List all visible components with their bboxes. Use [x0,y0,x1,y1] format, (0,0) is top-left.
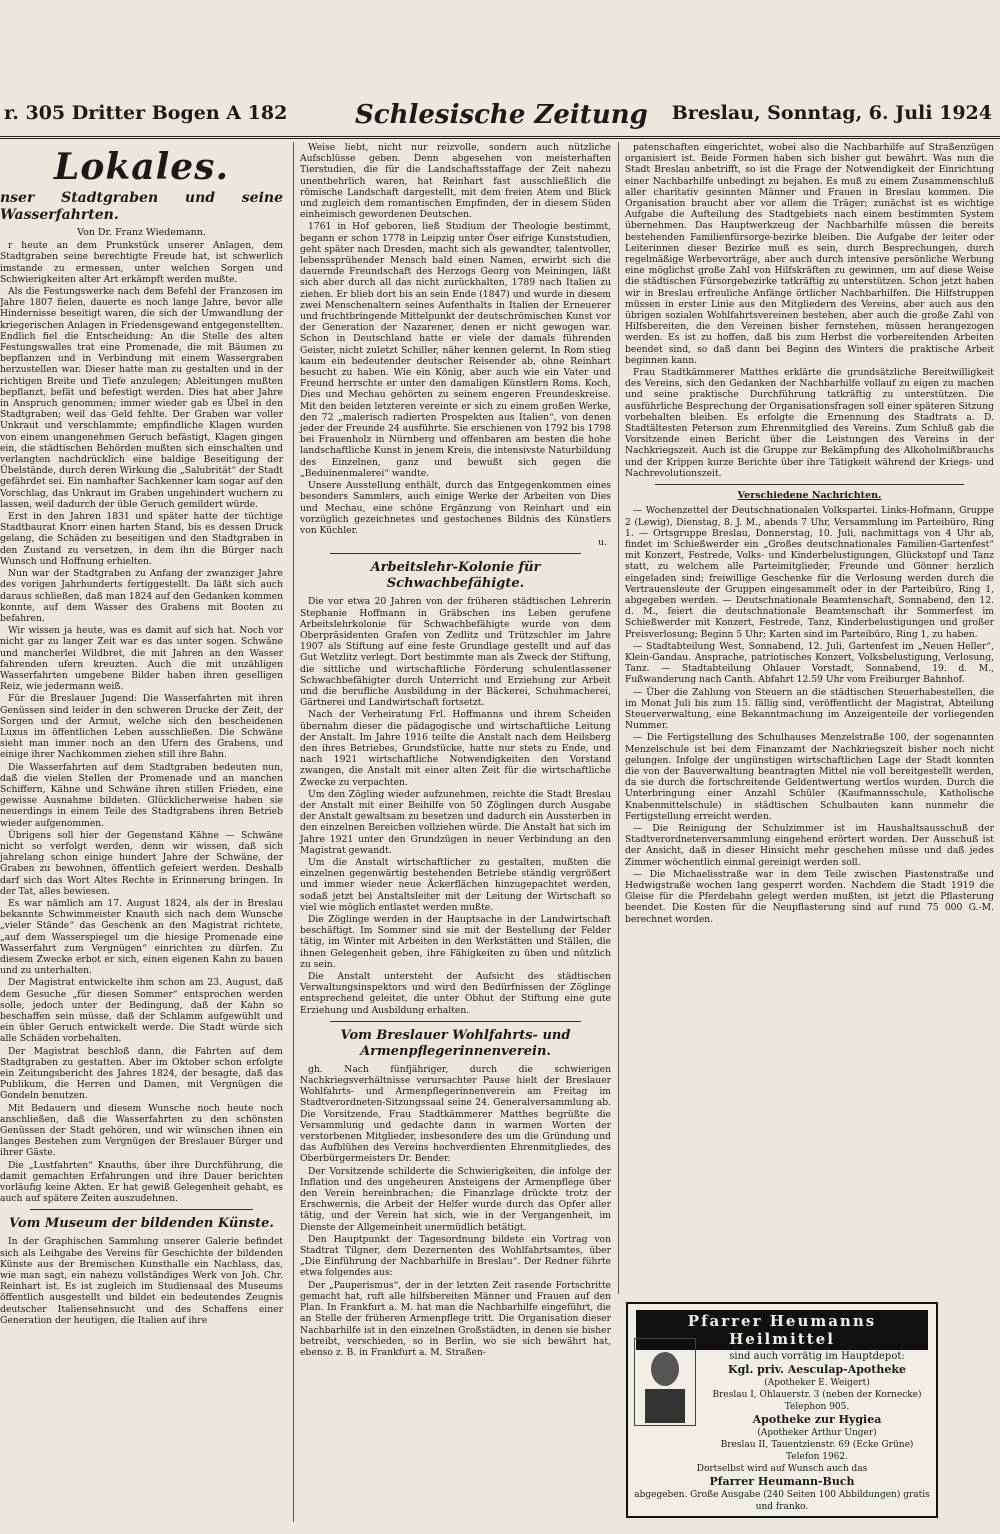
article-title-arbeitslehr-kolonie: Arbeitslehr-Kolonie für Schwachbefähigte. [370,560,541,592]
ad-text: Dortselbst wird auf Wunsch auch das [696,1464,868,1474]
ad-pharmacy-1-phone: Telephon 905. [784,1402,850,1412]
ad-text: abgegeben. Große Ausgabe (240 Seiten 100 Abbildungen) gratis und franko. [634,1490,930,1512]
divider [655,484,964,485]
paragraph: gh. Nach fünfjähriger, durch die schwierigen Nachkriegsverhältnisse verursachter Pause hielt der Breslauer Wohlfahrts- und Armenpflegerinnenverein am Freitag im Stadtverordneten-Sitzungssaal seine 24. Generalversammlung ab. Die Vorsitzende, Frau Stadtkämmerer Matthes begrüßte die Versammlung und gedachte dann in warmen Worten der verstorbenen Mitglieder, insbesondere des um die Gründung und das Aufblühen des Vereins hochverdienten Ehrenmitgliedes, des Oberbürgermeisters Dr. Bender. [300,1063,611,1165]
ad-pharmacy-1: Kgl. priv. Aesculap-Apotheke [728,1363,906,1376]
paragraph: Die Zöglinge werden in der Hauptsache in der Landwirtschaft beschäftigt. Im Sommer sind sie mit der Bestellung der Felder tätig, im Winter mit Arbeiten in den Werkstätten und Ställen, die ihnen Gelegenheit geben, ihre Fähigkeiten zu üben und nützlich zu sein. [300,914,611,970]
column-1 [0,142,283,1522]
news-item: — Über die Zahlung von Steuern an die städtischen Steuerhabestellen, die im Monat Juli bis zum 15. fällig sind, veröffentlicht der Magistrat, Abteilung Steuerverwaltung, eine Bekanntmachung im Anzeigenteile der vorliegenden Nummer. [625,686,994,732]
ad-book-title: Pfarrer Heumann-Buch [709,1475,855,1488]
paragraph: Unsere Ausstellung enthält, durch das Entgegenkommen eines besonders Sammlers, auch einige Werke der Arbeiten von Dies und Mechau, eine schöne Ergänzung von Reinhart und ein vorzüglich gezeichnetes und gestochenes Bildnis des Künstlers von Küchler. [300,480,611,536]
paragraph: Es war nämlich am 17. August 1824, als der in Breslau bekannte Schwimmeister Knauth sich nach dem Wunsche „vieler Stände“ das Geschenk an den Magistrat richtete, „auf dem Wasserspiegel um die hiesige Promenade eine Wasserfahrt zum Vergnügen“ einrichten zu dürfen. Zu diesem Zwecke erbot er sich, einen eigenen Kahn zu bauen und zu unterhalten. [0,897,283,977]
ad-pharmacy-2: Apotheke zur Hygiea [752,1413,882,1426]
paragraph: Die Anstalt untersteht der Aufsicht des städtischen Verwaltungsinspektors und wird den Bedürfnissen der Zöglinge entsprechend geleitet, die unter Obhut der Stiftung eine gute Erziehung und Ausbildung erhalten. [300,971,611,1016]
byline: Von Dr. Franz Wiedemann. [77,227,206,238]
paragraph: Wir wissen ja heute, was es damit auf sich hat. Noch vor nicht gar zu langer Zeit war es das unter sogen. Schwäne und mancherlei Wildbret, die mit Jahren an den Wasser fahrenden ufern kreuzten. Auch die mit unzähligen Wasserfahrten umgebene Bilder haben ihren geselligen Reiz, wie jedermann weiß. [0,625,283,693]
news-item: — Die Reinigung der Schulzimmer ist im Haushaltsausschuß der Stadtverordnetenversammlung eingehend erörtert worden. Der Ausschuß ist der Ansicht, daß in dieser Hinsicht mehr geschehen müsse und daß jedes Zimmer wöchentlich einmal gereinigt werden soll. [625,822,994,868]
paragraph: r heute an dem Prunkstück unserer Anlagen, dem Stadtgraben seine berechtigte Freude hat, ist schwerlich imstande zu ermessen, unter welchen Sorgen und Schwierigkeiten alter Art erkämpft werden mußte. [0,240,283,285]
paragraph: Die „Lustfahrten“ Knauths, über ihre Durchführung, die damit gemachten Erfahrungen und ihre Dauer berichten vorläufig keine Akten. Er hat gewiß Gelegenheit gehabt, es auch auf spätere Zeiten auszudehnen. [0,1159,283,1205]
paragraph: Nach der Verheiratung Frl. Hoffmanns und ihrem Scheiden übernahm dieser die pädagogische und wirtschaftliche Leitung der Anstalt. Im Jahre 1916 teilte die Anstalt nach dem Heilsberg den ihres Betriebes, Grundstücke, hatte nur stets zu Ende, und nach 1921 wirtschaftliche Notwendigkeiten den Vorstand zwangen, die Anstalt mit einer alten Zeit für die wirtschaftliche Zwecke zu verpachten. [300,709,611,788]
paragraph: Für die Breslauer Jugend: Die Wasserfahrten mit ihren Genüssen sind leider in den schweren Drucke der Zeit, der Sorgen und der Armut, welche sich den bescheidenen Luxus im öffentlichen Leben ausschließen. Die Schwäne sieht man immer noch an den Ufern des Grabens, und einige ihrer Nachkommen ziehen still ihre Bahn. [0,693,283,761]
paragraph: Mit Bedauern und diesem Wunsche noch heute noch anschließen, daß die Wasserfahrten zu den schönsten Genüssen der Stadt gehören, und wir wünschen ihnen ein langes Bestehen zum Vergnügen der Breslauer Bürger und ihrer Gäste. [0,1102,283,1159]
paragraph: patenschaften eingerichtet, wobei also die Nachbarhilfe auf Straßenzügen organisiert ist. Beide Formen haben sich bisher gut bewährt. Was nun die Stadt Breslau anbetrifft, so ist die Frage der Notwendigkeit der Einrichtung einer Nachbarhilfe unbedingt zu bejahen. Es muß zu einem Zusammenschluß aller charitativ gesinnten Männer und Frauen in Breslau kommen. Die Organisation braucht aber vor allem die Träger; zunächst ist es wichtige Aufgabe die Aufteilung des Stadtgebiets nach einem bestimmten System übernehmen. Das Hauptwerkzeug der Nachbarhilfe müssen die bereits bestehenden Familienfürsorge-bezirke bleiben. Die Aufgabe der leiter oder Leiterinnen dieser Bezirke muß es sein, durch Besprechungen, durch regelmäßige Werbevorträge, aber auch durch intensive persönliche Werbung eine möglichst große Zahl von Hilfskräften zu gewinnen, um auf diese Weise die städtischen Fürsorgebezirke tatkräftig zu unterstützen. Schon jetzt haben wir in Breslau erfreuliche Anfänge örtlicher Nachbarhilfen. Die Hilfstruppen müssen in erster Linie aus den Mitgliedern des Vereins, aber auch aus den übrigen sozialen Wohlfahrtsvereinen bestehen, aber auch die große Zahl von Hilfsbereiten, die den Vereinen bisher fernstehen, müssen herangezogen werden. Es ist zu hoffen, daß bis zum Herbst die vorbereitenden Arbeiten beendet sind, so daß dann bei Beginn des Winters die praktische Arbeit beginnen kann. [625,142,994,366]
paragraph: 1761 in Hof geboren, ließ Studium der Theologie bestimmt, begann er schon 1778 in Leipzig unter Öser eifrige Kunststudien, geht später nach Dresden, macht sich als gewandter, talentvoller, lebenssprühender Mensch bald einen Namen, erwirbt sich die dauernde Freundschaft des Herzogs Georg von Meiningen, läßt sich aber durch all das nicht zurückhalten, 1789 nach Italien zu ziehen. Er blieb dort bis an sein Ende (1847) und wurde in diesem zwei Menschenaltern seines Aufenthalts in Italien der Erneuerer und fruchtbringende Mittelpunkt der deutschrömischen Kunst vor der Generation der Nazarener, denen er nicht gewogen war. Schon in Deutschland hatte er viele der damals führenden Geister, nicht zuletzt Schiller, näher kennen gelernt. In Rom stieg kaum ein bedeutender deutscher Reisender ab, ohne Reinhart besucht zu haben. Wie ein König, aber auch wie ein Vater und Freund herrschte er unter den damaligen Künstlern Roms. Koch, Dies und Mechau gehörten zu seinem engeren Freundeskreise. Mit den beiden letzteren vereinte er sich zu einem großen Werke, den 72 „malerisch radierten Prospekten aus Italien“, von denen jeder der Freunde 24 ausführte. Sie erschienen von 1792 bis 1798 bei Frauenholz in Nürnberg und offenbaren am besten die hohe landschaftliche Kunst in jenem Kreis, die intensivste Naturbildung des Einzelnen, ganz und bewußt sich gegen die „Beduinenmalerei“ wandte. [300,221,611,479]
paragraph: Erst in den Jahren 1831 und später hatte der tüchtige Stadtbaurat Knorr einen harten Stand, bis es dessen Druck gelang, die Schäden zu beseitigen und den Stadtgraben in den Zustand zu versetzen, in dem ihn die Bürger nach Wunsch und Hoffnung erhielten. [0,511,283,567]
paragraph: Der Magistrat entwickelte ihm schon am 23. August, daß dem Gesuche „für diesen Sommer“ entsprochen werden solle, jedoch unter der Bedingung, daß der Kahn so beschaffen sein müsse, daß der Schlamm aufgewühlt und ein übler Geruch entwickelt werde. Die Stadt würde sich alle Schäden vorbehalten. [0,977,283,1045]
ad-pharmacy-2-note: (Apotheker Arthur Unger) [757,1428,877,1438]
divider [30,1209,253,1210]
paragraph: Der „Pauperismus“, der in der letzten Zeit rasende Fortschritte gemacht hat, ruft alle hilfsbereiten Männer und Frauen auf den Plan. In Frankfurt a. M. hat man die Nachbarhilfe eingeführt, die an Stelle der früheren Armenpflege tritt. Die Organisation dieser Nachbarhilfe ist in den einzelnen Großstädten, in denen sie bisher betreibt, verschieden, so in Berlin, wo sie sich bewährt hat, ebenso z. B. in Frankfurt a. M. Straßen- [300,1279,611,1358]
column-3 [618,142,1000,1294]
signature: u. [598,537,607,549]
paragraph: Um die Anstalt wirtschaftlicher zu gestalten, mußten die einzelnen gegenwärtig bestehenden Betriebe ständig vergrößert und immer wieder neue Äckerflächen hinzugepachtet werden, sodaß jetzt bei Anstaltsleiter mit der Leitung der Wirtschaft so viel wie möglich entlastet werden mußte. [300,856,611,913]
paragraph: Übrigens soll hier der Gegenstand Kähne — Schwäne nicht so verfolgt werden, denn wir wissen, daß sich jahrelang schon einige hundert Jahre der Schwäne, der Graben zu bewohnen, öffentlich gefeiert werden. Deshalb darf sich das Wort Altes Rechte in Erinnerung bringen. In der Tat, alles bewiesen. [0,829,283,897]
pharmacy-portrait-icon [634,1338,696,1426]
column-2 [293,142,611,1522]
paragraph: Um den Zögling wieder aufzunehmen, reichte die Stadt Breslau der Anstalt mit einer Beihilfe von 50 Zöglingen durch Ausgabe der Anstalt gewaltsam zu besetzen und dadurch ein Aussterben in den einzelnen Bereichen vollziehen würde. Die Anstalt hat sich im Jahre 1921 unter den Grundzügen in neuer Verbindung an den Magistrat gewandt. [300,788,611,856]
divider [330,1021,581,1022]
divider [330,553,581,554]
section-title-lokales: Lokales. [54,146,229,188]
paragraph: Der Vorsitzende schilderte die Schwierigkeiten, die infolge der Inflation und des ungeheuren Ansteigens der Armenpflege über den Verein hereinbrachen; die Finanzlage drückte trotz der Erschwernis, die Arbeit der Helfer wurde durch das Opfer aller tätig, und der Verein hat sich, wie in der Vergangenheit, im Dienste der Allgemeinheit unermüdlich betätigt. [300,1165,611,1233]
news-item: — Die Fertigstellung des Schulhauses Menzelstraße 100, der sogenannten Menzelschule ist bei dem Finanzamt der Nachkriegszeit bisher noch nicht gelungen. Infolge der ungünstigen wirtschaftlichen Lage der Stadt konnten die von der Bauverwaltung beantragten Mittel nie voll bereitgestellt werden, da sie durch die fortschreitende Geldentwertung wertlos wurden. Durch die Unterbringung einer Anzahl Schüler (Kaufmannsschule, Katholische Knabenmittelschule) in städtischen Schulbauten kann nunmehr die Fertigstellung erreicht werden. [625,732,994,822]
news-item: — Wochenzettel der Deutschnationalen Volkspartei. Links-Hofmann, Gruppe 2 (Lewig), Dienstag, 8. J. M., abends 7 Uhr, Versammlung im Parteibüro, Ring 1. — Ortsgruppe Breslau, Donnerstag, 10. Juli, nachmittags von 4 Uhr ab, findet im Schießwerder ein „Großes deutschnationales Familien-Gartenfest“ mit Konzert, Festrede, Volks- und Kinderbelustigungen, Glückstopf und Tanz statt, zu welchem alle Parteimitglieder, Freunde und Gönner herzlich eingeladen sind; freiwillige Geschenke für die Verlosung werden durch die Vertrauensleute der Gruppen eingesammelt oder in der Parteibüro, Ring 1, abgegeben werden. — Deutschnationale Beamtenschaft, Sonnabend, den 12. d. M., feiert die deutschnationale Beamtenschaft ihr Sommerfest im Schießwerder mit Konzert, Festrede, Tanz, Kinderbelustigungen und großer Preisverlosung; Beginn 5 Uhr; Karten sind im Parteibüro, Ring 1, zu haben. [625,505,994,640]
news-section-heading: Verschiedene Nachrichten. [737,490,882,502]
paragraph: Die vor etwa 20 Jahren von der früheren städtischen Lehrerin Stephanie Hoffmann in Gräbschen ins Leben gerufene Arbeitslehrkolonie für Schwachbefähigte wurde von dem Oberpräsidenten Grafen von Zedlitz und Trützschler im Jahre 1907 als Stiftung auf eine feste Grundlage gestellt und auf das Gut Wetzlitz verlegt. Dort bestimmte man als Zweck der Stiftung, die sittliche und wirtschaftliche Förderung schulentlassener Schwachbefähigter durch Unterricht und Erziehung zur Arbeit und die berufliche Ausbildung in der Bäckerei, Schuhmacherei, Gärtnerei und Landwirtschaft fortsetzt. [300,596,611,709]
paragraph: Nun war der Stadtgraben zu Anfang der zwanziger Jahre des vorigen Jahrhunderts fertiggestellt. Da läßt sich auch daraus schließen, daß man 1824 auf den Gedanken kommen konnte, auf dem Wasser des Grabens mit Booten zu befahren. [0,568,283,624]
paragraph: Die Wasserfahrten auf dem Stadtgraben bedeuten nun, daß die vielen Stellen der Promenade und an manchen Schiffern, Kähne und Schwäne ihren stillen Frieden, eine gewisse Ausnahme bildeten. Glücklicherweise haben sie neuerdings in einem Teile des Stadtgrabens ihren Betrieb wieder aufgenommen. [0,761,283,829]
date-line: Breslau, Sonntag, 6. Juli 1924 [671,102,992,124]
article-title-museum: Vom Museum der bildenden Künste. [9,1216,274,1232]
issue-number: r. 305 Dritter Bogen A 182 [4,102,288,124]
ad-headline: Pfarrer Heumanns Heilmittel [636,1310,928,1350]
article-title-wohlfahrtsverein: Vom Breslauer Wohlfahrts- und Armenpflegerinnenverein. [340,1027,571,1059]
ad-pharmacy-2-phone: Telefon 1962. [785,1452,848,1462]
masthead [0,100,1000,139]
advertisement-heumann [626,1302,938,1518]
paragraph: Frau Stadtkämmerer Matthes erklärte die grundsätzliche Bereitwilligkeit des Vereins, sich den Gedanken der Nachbarhilfe vollauf zu eigen zu machen und seine praktische Durchführung tatkräftig zu unterstützen. Die ausführliche Besprechung der Organisationsfragen soll einer späteren Sitzung vorbehalten bleiben. Es erfolgte die Ernennung des Stadtrats a. D. Stadtältesten Peterson zum Ehrenmitglied des Vereins. Zum Schluß gab die Vorsitzende einen Bericht über die Leistungen des Vereins in der Nachkriegszeit. Auch ist die Gruppe zur Bekämpfung des Alkoholmißbrauchs und der Krippen kurze Berichte über ihre Tätigkeit während der Kriegs- und Nachrevolutionszeit. [625,367,994,479]
paragraph: Als die Festungswerke nach dem Befehl der Franzosen im Jahre 1807 fielen, dauerte es noch lange Jahre, bevor alle Hindernisse beseitigt waren, die sich der Umwandlung der kriegerischen Anlagen in Friedensgewand entgegenstellten. Endlich fiel die Entscheidung: An die Stelle des alten Festungswalles trat eine Promenade, die mit Bäumen zu bepflanzen und in Verbindung mit einem Wassergraben herzustellen war. Dieser hatte man zu gestalten und in der richtigen Breite und Tiefe anzulegen; Ableitungen mußten bepflanzt, befät und befestigt werden. Dies hat aber Jahre in Anspruch genommen; immer wieder gab es Übel in den Stadtgraben; weil das Geld fehlte. Der Graben war voller Unkraut und verschlammte; empfindliche Klagen wurden von einem unangenehmen Geruch befästigt, Klagen gingen ein, die städtischen Behörden mußten sich einschalten und verlangten nachdrücklich eine baldige Beseitigung der Übelstände, durch deren Wirkung die „Salubrität“ der Stadt gefährdet sei. Ein namhafter Sachkenner kam sogar auf den Vorschlag, das Unkraut im Graben ungehindert wuchern zu lassen, weil dadurch der üble Geruch gemildert würde. [0,286,283,510]
ad-text: sind auch vorrätig im Hauptdepot: [729,1351,905,1362]
paragraph: Der Magistrat beschloß dann, die Fahrten auf dem Stadtgraben zu gestatten. Aber im Oktober schon erfolgte ein Zeitungsbericht des Jahres 1824, der besagte, daß das Publikum, die Herren und Damen, mit Vergnügen die Gondeln benutzen. [0,1045,283,1102]
paragraph: Den Hauptpunkt der Tagesordnung bildete ein Vortrag von Stadtrat Tilgner, dem Dezernenten des Wohlfahrtsamtes, über „Die Einführung der Nachbarhilfe in Breslau“. Der Redner führte etwa folgendes aus: [300,1233,611,1279]
ad-pharmacy-2-address: Breslau II, Tauentzienstr. 69 (Ecke Grüne) [720,1440,914,1450]
newspaper-title: Schlesische Zeitung [355,100,648,130]
article-title-stadtgraben: nser Stadtgraben und seine Wasserfahrten. [0,190,283,223]
ad-pharmacy-1-note: (Apotheker E. Weigert) [764,1378,870,1388]
ad-pharmacy-1-address: Breslau I, Ohlauerstr. 3 (neben der Kornecke) [712,1390,922,1400]
paragraph: In der Graphischen Sammlung unserer Galerie befindet sich als Leihgabe des Vereins für Geschichte der bildenden Künste aus der Bremischen Kunsthalle ein Nachlass, das, wie man sagt, ein nahezu vollständiges Werk von Joh. Chr. Reinhart ist. Es ist zugleich im Studiensaal des Museums öffentlich ausgestellt und bildet ein bedeutendes Zeugnis deutscher Italiensehnsucht und des Schaffens einer Generation der heutigen, die Italien auf ihre [0,1236,283,1326]
news-item: — Die Michaelisstraße war in dem Teile zwischen Piastenstraße und Hedwigstraße wochen lang gesperrt worden. Nachdem die Stadt 1919 die Gleise für die Pferdebahn gelegt werden mußten, ist jetzt die Pflasterung beendet. Die Kosten für die Neupflasterung sind auf rund 75 000 G.-M. berechnet worden. [625,868,994,925]
paragraph: Weise liebt, nicht nur reizvolle, sondern auch nützliche Aufschlüsse geben. Denn abgesehen von meisterhaften Tierstudien, die für die Landschaftsstaffage der Zeit nahezu unentbehrlich waren, hat Reinhart fast ausschließlich die römische Landschaft dargestellt, mit dem freien Atem und Blick und zugleich dem romantischen Empfinden, der in diesem Süden einheimisch gewordenen Deutschen. [300,142,611,221]
news-item: — Stadtabteilung West, Sonnabend, 12. Juli, Gartenfest im „Neuen Heller“, Klein-Gandau. Ansprache, patriotisches Konzert, Volksbelustigung, Verlosung, Tanz. — Stadtabteilung Ohlauer Vorstadt, Sonnabend, 19. d. M., Fußwanderung nach Canth. Abfahrt 12.59 Uhr vom Freiburger Bahnhof. [625,640,994,686]
